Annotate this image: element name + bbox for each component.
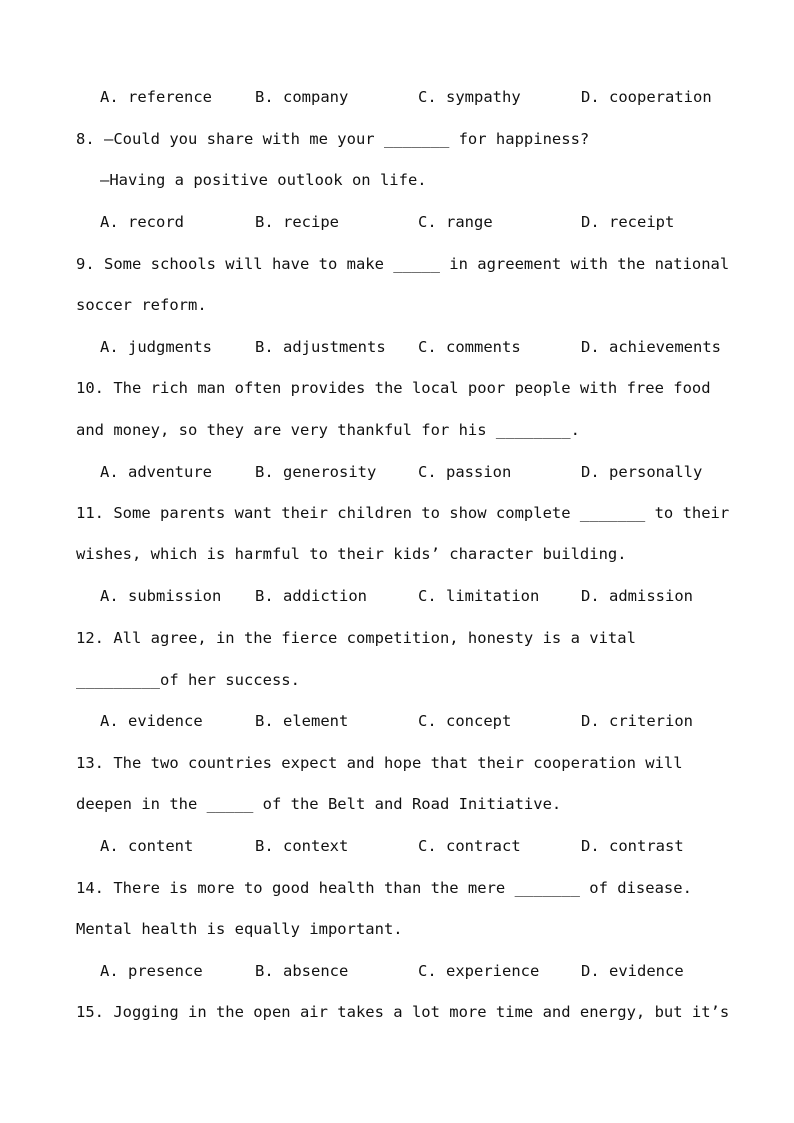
q7-option-c: C. sympathy <box>418 88 521 106</box>
q13-option-c: C. contract <box>418 837 521 855</box>
q14-stem-line-1: 14. There is more to good health than the mere _______ of disease. <box>76 879 692 897</box>
q8-options <box>100 212 760 232</box>
q8-option-d: D. receipt <box>581 213 675 231</box>
q7-option-b: B. company <box>255 88 349 106</box>
q13-stem-line-2: deepen in the _____ of the Belt and Road Initiative. <box>76 795 562 813</box>
q13-option-a: A. content <box>100 837 194 855</box>
q14-option-a: A. presence <box>100 962 203 980</box>
q14-options <box>100 961 760 981</box>
q13-option-d: D. contrast <box>581 837 684 855</box>
q12-stem-line-2: _________of her success. <box>76 671 300 689</box>
q9-stem-line-1: 9. Some schools will have to make _____ in agreement with the national <box>76 255 730 273</box>
q10-stem-line-1: 10. The rich man often provides the local poor people with free food <box>76 379 711 397</box>
q10-options <box>100 462 760 482</box>
q14-option-d: D. evidence <box>581 962 684 980</box>
q10-option-d: D. personally <box>581 463 703 481</box>
q12-options <box>100 711 760 731</box>
q9-option-a: A. judgments <box>100 338 212 356</box>
q7-option-d: D. cooperation <box>581 88 712 106</box>
q14-stem-line-2: Mental health is equally important. <box>76 920 403 938</box>
q12-stem-line-1: 12. All agree, in the fierce competition, honesty is a vital <box>76 629 636 647</box>
q14-option-c: C. experience <box>418 962 540 980</box>
q11-option-c: C. limitation <box>418 587 540 605</box>
q12-option-a: A. evidence <box>100 712 203 730</box>
q11-stem-line-2: wishes, which is harmful to their kids’ character building. <box>76 545 627 563</box>
q7-option-a: A. reference <box>100 88 212 106</box>
q11-option-b: B. addiction <box>255 587 367 605</box>
q8-stem-line-2: —Having a positive outlook on life. <box>100 171 427 189</box>
q13-options <box>100 836 760 856</box>
q9-stem-line-2: soccer reform. <box>76 296 207 314</box>
q8-option-a: A. record <box>100 213 184 231</box>
q10-option-a: A. adventure <box>100 463 212 481</box>
q12-option-d: D. criterion <box>581 712 693 730</box>
q12-option-c: C. concept <box>418 712 512 730</box>
q13-stem-line-1: 13. The two countries expect and hope that their cooperation will <box>76 754 683 772</box>
q10-stem-line-2: and money, so they are very thankful for his ________. <box>76 421 580 439</box>
q9-option-c: C. comments <box>418 338 521 356</box>
q11-stem-line-1: 11. Some parents want their children to show complete _______ to their <box>76 504 730 522</box>
q8-option-c: C. range <box>418 213 493 231</box>
q7-options <box>100 87 760 107</box>
q10-option-b: B. generosity <box>255 463 377 481</box>
q12-option-b: B. element <box>255 712 349 730</box>
q9-options <box>100 337 760 357</box>
q11-option-d: D. admission <box>581 587 693 605</box>
q8-option-b: B. recipe <box>255 213 339 231</box>
q8-stem-line-1: 8. —Could you share with me your _______ for happiness? <box>76 130 590 148</box>
q15-stem-line-1: 15. Jogging in the open air takes a lot more time and energy, but it’s <box>76 1003 730 1021</box>
q13-option-b: B. context <box>255 837 349 855</box>
q11-options <box>100 586 760 606</box>
q10-option-c: C. passion <box>418 463 512 481</box>
q9-option-d: D. achievements <box>581 338 721 356</box>
q9-option-b: B. adjustments <box>255 338 386 356</box>
q14-option-b: B. absence <box>255 962 349 980</box>
q11-option-a: A. submission <box>100 587 222 605</box>
